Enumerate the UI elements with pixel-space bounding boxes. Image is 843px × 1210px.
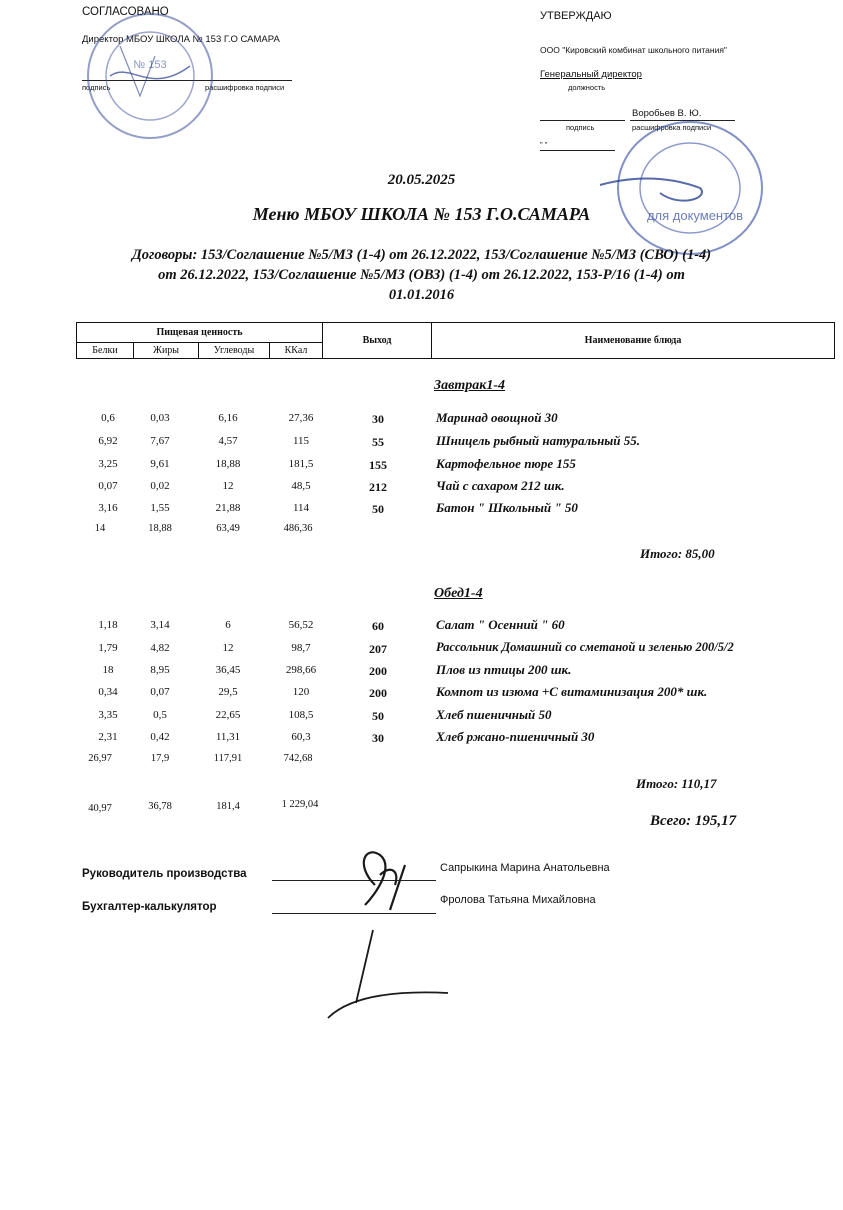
accountant-label: Бухгалтер-калькулятор <box>82 901 217 913</box>
manager-signature-mark <box>345 845 435 915</box>
approval-right-position-caption: должность <box>568 83 606 92</box>
school-stamp-text: № 153 <box>133 59 167 71</box>
protein-value: 3,16 <box>98 502 118 514</box>
breakfast-itog: Итого: 85,00 <box>640 546 715 561</box>
carbs-value: 12 <box>222 480 234 492</box>
dish-name: Салат " Осенний " 60 <box>436 617 565 632</box>
carbs-total: 117,91 <box>213 753 243 764</box>
approval-right-name: Воробьев В. Ю. <box>632 108 702 119</box>
carbs-value: 21,88 <box>215 502 241 514</box>
approval-left-heading: СОГЛАСОВАНО <box>82 6 169 18</box>
fat-value: 1,55 <box>150 502 170 514</box>
protein-value: 18 <box>102 664 114 676</box>
output-value: 30 <box>372 412 384 426</box>
contracts-line-1: Договоры: 153/Соглашение №5/МЗ (1-4) от 26.12.2022, 153/Соглашение №5/МЗ (СВО) (1-4) <box>131 247 712 263</box>
menu-date: 20.05.2025 <box>387 172 456 188</box>
carbs-total: 63,49 <box>216 523 240 534</box>
dish-name: Батон " Школьный " 50 <box>436 500 578 515</box>
header-output: Выход <box>323 323 432 359</box>
output-value: 30 <box>372 731 384 745</box>
protein-value: 3,25 <box>98 458 118 470</box>
output-value: 55 <box>372 435 384 449</box>
kcal-value: 298,66 <box>285 664 317 676</box>
protein-value: 3,35 <box>98 709 118 721</box>
table-header <box>76 322 835 359</box>
approval-right-sign-caption: подпись <box>566 123 595 132</box>
protein-value: 1,79 <box>98 642 118 654</box>
grand-total-label: Всего: 195,17 <box>650 813 737 829</box>
company-stamp-text: для документов <box>646 208 744 223</box>
fat-value: 3,14 <box>150 619 170 631</box>
dish-name: Компот из изюма +С витаминизация 200* шк. <box>436 684 708 699</box>
lunch-itog: Итого: 110,17 <box>636 776 717 791</box>
dish-name: Плов из птицы 200 шк. <box>436 662 572 677</box>
kcal-value: 115 <box>292 435 310 447</box>
kcal-total: 742,68 <box>283 753 313 764</box>
dish-name: Маринад овощной 30 <box>436 410 558 425</box>
lunch-title: Обед1-4 <box>434 586 483 601</box>
header-nutrition: Пищевая ценность <box>77 323 323 343</box>
kcal-value: 120 <box>292 686 310 698</box>
header-kcal: ККал <box>270 343 323 359</box>
manager-name: Сапрыкина Марина Анатольевна <box>440 862 610 874</box>
fat-value: 7,67 <box>150 435 170 447</box>
fat-value: 0,5 <box>153 709 167 721</box>
approval-left-position: Директор МБОУ ШКОЛА № 153 Г.О САМАРА <box>82 34 280 45</box>
fat-value: 0,07 <box>150 686 170 698</box>
fat-total: 17,9 <box>150 753 170 764</box>
kcal-value: 56,52 <box>288 619 314 631</box>
kcal-value: 181,5 <box>288 458 314 470</box>
kcal-value: 114 <box>292 502 310 514</box>
output-value: 200 <box>369 686 387 700</box>
dish-name: Хлеб пшеничный 50 <box>436 707 552 722</box>
header-dish-name: Наименование блюда <box>432 323 835 359</box>
breakfast-title: Завтрак1-4 <box>434 378 506 393</box>
approval-right-heading: УТВЕРЖДАЮ <box>540 10 612 22</box>
contracts-line-3: 01.01.2016 <box>388 287 455 303</box>
protein-total: 26,97 <box>88 753 112 764</box>
approval-right-decode-caption: расшифровка подписи <box>632 123 712 132</box>
fat-value: 0,02 <box>150 480 170 492</box>
carbs-value: 18,88 <box>215 458 241 470</box>
approval-right-org: ООО "Кировский комбинат школьного питания" <box>540 45 727 55</box>
page-title: Меню МБОУ ШКОЛА № 153 Г.О.САМАРА <box>252 204 591 224</box>
dish-name: Хлеб ржано-пшеничный 30 <box>436 729 595 744</box>
output-value: 60 <box>372 619 384 633</box>
accountant-signature-mark <box>318 928 458 1023</box>
header-carbs: Углеводы <box>199 343 270 359</box>
carbs-value: 11,31 <box>215 731 241 743</box>
protein-value: 6,92 <box>98 435 118 447</box>
protein-value: 0,6 <box>101 412 115 424</box>
dish-name: Картофельное пюре 155 <box>436 456 576 471</box>
protein-value: 0,34 <box>98 686 118 698</box>
carbs-value: 22,65 <box>215 709 241 721</box>
kcal-grand-total: 1 229,04 <box>281 799 319 810</box>
school-stamp <box>80 6 220 146</box>
output-value: 50 <box>372 502 384 516</box>
fat-total: 18,88 <box>148 523 172 534</box>
contracts-line-2: от 26.12.2022, 153/Соглашение №5/МЗ (ОВЗ) (1-4) от 26.12.2022, 153-Р/16 (1-4) от <box>158 267 685 283</box>
fat-value: 0,03 <box>150 412 170 424</box>
output-value: 155 <box>369 458 387 472</box>
carbs-grand-total: 181,4 <box>216 801 240 812</box>
header-protein: Белки <box>77 343 134 359</box>
accountant-name: Фролова Татьяна Михайловна <box>440 894 596 906</box>
kcal-value: 48,5 <box>291 480 311 492</box>
approval-left-decode-caption: расшифровка подписи <box>205 83 285 92</box>
manager-label: Руководитель производства <box>82 868 247 880</box>
approval-right-date-blank: " " <box>540 140 548 149</box>
kcal-value: 27,36 <box>288 412 314 424</box>
fat-grand-total: 36,78 <box>148 801 172 812</box>
fat-value: 4,82 <box>150 642 170 654</box>
kcal-value: 60,3 <box>291 731 311 743</box>
fat-value: 0,42 <box>150 731 170 743</box>
carbs-value: 12 <box>222 642 234 654</box>
carbs-value: 6 <box>225 619 231 631</box>
output-value: 200 <box>369 664 387 678</box>
carbs-value: 4,57 <box>218 435 238 447</box>
carbs-value: 6,16 <box>218 412 238 424</box>
dish-name: Шницель рыбный натуральный 55. <box>436 433 641 448</box>
dish-name: Рассольник Домашний со сметаной и зеленью 200/5/2 <box>436 640 734 654</box>
carbs-value: 29,5 <box>218 686 238 698</box>
output-value: 207 <box>369 642 387 656</box>
approval-right-position: Генеральный директор <box>540 69 642 80</box>
kcal-value: 108,5 <box>288 709 314 721</box>
carbs-value: 36,45 <box>215 664 241 676</box>
output-value: 212 <box>369 480 387 494</box>
protein-total: 14 <box>94 523 106 534</box>
fat-value: 8,95 <box>150 664 170 676</box>
protein-value: 2,31 <box>98 731 118 743</box>
kcal-total: 486,36 <box>283 523 313 534</box>
fat-value: 9,61 <box>150 458 170 470</box>
kcal-value: 98,7 <box>291 642 311 654</box>
protein-grand-total: 40,97 <box>88 803 112 814</box>
dish-name: Чай с сахаром 212 шк. <box>436 478 565 493</box>
protein-value: 0,07 <box>98 480 118 492</box>
approval-left-sign-caption: подпись <box>82 83 111 92</box>
protein-value: 1,18 <box>98 619 118 631</box>
header-fat: Жиры <box>134 343 199 359</box>
output-value: 50 <box>372 709 384 723</box>
